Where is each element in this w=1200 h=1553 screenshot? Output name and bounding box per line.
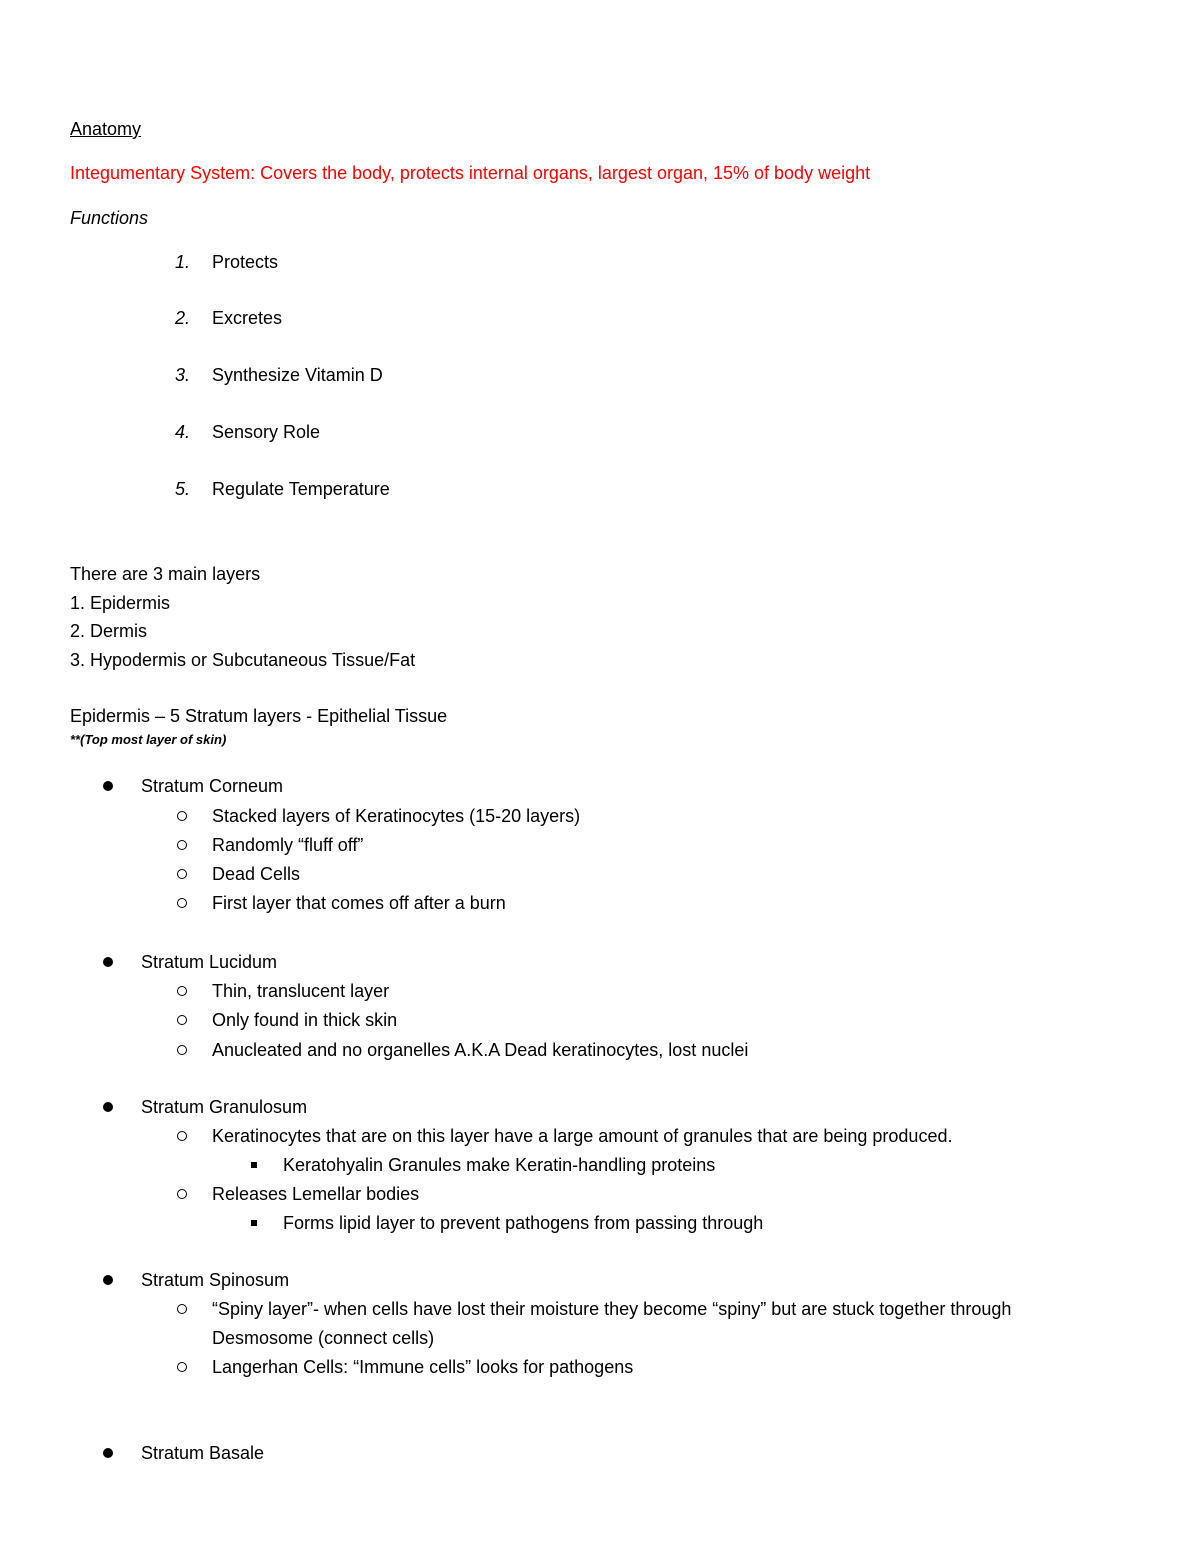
function-item: Regulate Temperature bbox=[212, 479, 390, 499]
circle-bullet-icon bbox=[177, 811, 187, 821]
function-number: 1. bbox=[175, 252, 191, 272]
intro-text: Integumentary System: Covers the body, protects internal organs, largest organ, 15% of body weight bbox=[70, 163, 871, 183]
layer-item: 3. Hypodermis or Subcutaneous Tissue/Fat bbox=[70, 650, 416, 670]
stratum-name: Stratum Lucidum bbox=[141, 952, 278, 972]
function-item: Synthesize Vitamin D bbox=[212, 365, 383, 385]
stratum-point: First layer that comes off after a burn bbox=[212, 893, 506, 913]
bullet-icon bbox=[103, 1275, 113, 1285]
square-bullet-icon bbox=[251, 1162, 257, 1168]
epidermis-heading: Epidermis – 5 Stratum layers - Epithelial Tissue bbox=[70, 706, 448, 726]
layer-item: 1. Epidermis bbox=[70, 593, 171, 613]
stratum-point-continued: Desmosome (connect cells) bbox=[212, 1328, 435, 1348]
circle-bullet-icon bbox=[177, 869, 187, 879]
stratum-subpoint: Forms lipid layer to prevent pathogens from passing through bbox=[283, 1213, 764, 1233]
circle-bullet-icon bbox=[177, 1189, 187, 1199]
bullet-icon bbox=[103, 957, 113, 967]
stratum-point: “Spiny layer”- when cells have lost their moisture they become “spiny” but are stuck together through bbox=[212, 1299, 1012, 1319]
epidermis-note: **(Top most layer of skin) bbox=[70, 732, 227, 747]
stratum-point: Keratinocytes that are on this layer have a large amount of granules that are being produced. bbox=[212, 1126, 953, 1146]
bullet-icon bbox=[103, 1448, 113, 1458]
circle-bullet-icon bbox=[177, 1362, 187, 1372]
page-title: Anatomy bbox=[70, 119, 142, 139]
circle-bullet-icon bbox=[177, 986, 187, 996]
stratum-point: Langerhan Cells: “Immune cells” looks for pathogens bbox=[212, 1357, 634, 1377]
bullet-icon bbox=[103, 1102, 113, 1112]
circle-bullet-icon bbox=[177, 1304, 187, 1314]
stratum-point: Only found in thick skin bbox=[212, 1010, 398, 1030]
stratum-point: Stacked layers of Keratinocytes (15-20 layers) bbox=[212, 806, 581, 826]
function-item: Protects bbox=[212, 252, 279, 272]
function-number: 4. bbox=[175, 422, 191, 442]
layers-intro: There are 3 main layers bbox=[70, 564, 261, 584]
stratum-name: Stratum Spinosum bbox=[141, 1270, 290, 1290]
circle-bullet-icon bbox=[177, 898, 187, 908]
bullet-icon bbox=[103, 781, 113, 791]
stratum-point: Dead Cells bbox=[212, 864, 301, 884]
stratum-point: Anucleated and no organelles A.K.A Dead keratinocytes, lost nuclei bbox=[212, 1040, 749, 1060]
stratum-name: Stratum Basale bbox=[141, 1443, 265, 1463]
function-item: Excretes bbox=[212, 308, 283, 328]
circle-bullet-icon bbox=[177, 1015, 187, 1025]
circle-bullet-icon bbox=[177, 1131, 187, 1141]
functions-label: Functions bbox=[70, 208, 149, 228]
stratum-name: Stratum Granulosum bbox=[141, 1097, 308, 1117]
stratum-name: Stratum Corneum bbox=[141, 776, 284, 796]
stratum-point: Thin, translucent layer bbox=[212, 981, 390, 1001]
stratum-point: Randomly “fluff off” bbox=[212, 835, 364, 855]
function-number: 5. bbox=[175, 479, 191, 499]
layer-item: 2. Dermis bbox=[70, 621, 148, 641]
square-bullet-icon bbox=[251, 1220, 257, 1226]
function-number: 3. bbox=[175, 365, 191, 385]
function-item: Sensory Role bbox=[212, 422, 321, 442]
stratum-point: Releases Lemellar bodies bbox=[212, 1184, 420, 1204]
stratum-subpoint: Keratohyalin Granules make Keratin-handling proteins bbox=[283, 1155, 716, 1175]
circle-bullet-icon bbox=[177, 840, 187, 850]
circle-bullet-icon bbox=[177, 1045, 187, 1055]
function-number: 2. bbox=[175, 308, 191, 328]
